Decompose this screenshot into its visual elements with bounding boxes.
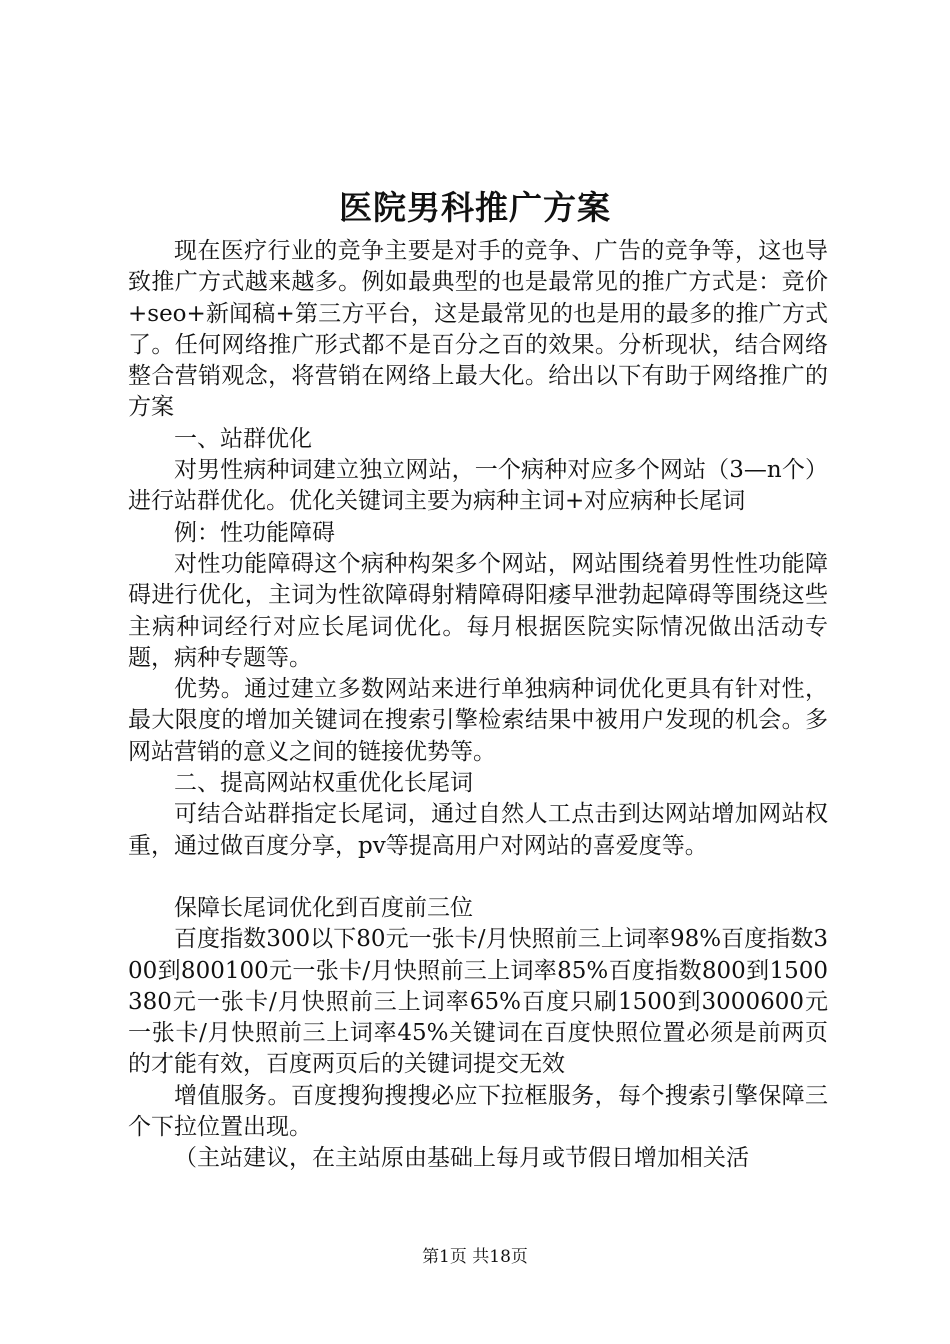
paragraph-intro: 现在医疗行业的竞争主要是对手的竞争、广告的竞争等，这也导致推广方式越来越多。例如最典型的也是最常见的推广方式是：竞价+seo+新闻稿+第三方平台，这是最常见的也是用的最多的推广方式了。任何网络推广形式都不是百分之百的效果。分析现状，结合网络整合营销观念，将营销在网络上最大化。给出以下有助于网络推广的方案	[128, 238, 828, 421]
section-heading-1: 一、站群优化	[174, 425, 312, 452]
document-title: 医院男科推广方案	[339, 188, 611, 227]
paragraph-example: 对性功能障碍这个病种构架多个网站，网站围绕着男性性功能障碍进行优化，主词为性欲障碍射精障碍阳痿早泄勃起障碍等围绕这些主病种词经行对应长尾词优化。每月根据医院实际情况做出活动专题，病种专题等。	[128, 550, 828, 671]
subheading-guarantee: 保障长尾词优化到百度前三位	[174, 894, 473, 921]
paragraph-main-site: （主站建议，在主站原由基础上每月或节假日增加相关活	[174, 1145, 749, 1172]
paragraph-advantage: 优势。通过建立多数网站来进行单独病种词优化更具有针对性，最大限度的增加关键词在搜索引擎检索结果中被用户发现的机会。多网站营销的意义之间的链接优势等。	[128, 676, 828, 765]
document-body	[128, 236, 828, 1175]
example-heading: 例：性功能障碍	[174, 519, 335, 546]
paragraph-weight: 可结合站群指定长尾词，通过自然人工点击到达网站增加网站权重，通过做百度分享，pv等提高用户对网站的喜爱度等。	[128, 801, 828, 859]
paragraph-value-added: 增值服务。百度搜狗搜搜必应下拉框服务，每个搜索引擎保障三个下拉位置出现。	[128, 1082, 828, 1141]
paragraph-pricing: 百度指数300以下80元一张卡/月快照前三上词率98%百度指数300到800100元一张卡/月快照前三上词率85%百度指数800到1500380元一张卡/月快照前三上词率65%百度只刷1500到3000600元一张卡/月快照前三上词率45%关键词在百度快照位置必须是前两页的才能有效，百度两页后的关键词提交无效	[128, 926, 828, 1078]
page-footer: 第1页 共18页	[422, 1247, 528, 1267]
section-heading-2: 二、提高网站权重优化长尾词	[174, 770, 473, 797]
paragraph-site-group: 对男性病种词建立独立网站，一个病种对应多个网站（3—n个）进行站群优化。优化关键词主要为病种主词+对应病种长尾词	[128, 457, 828, 515]
